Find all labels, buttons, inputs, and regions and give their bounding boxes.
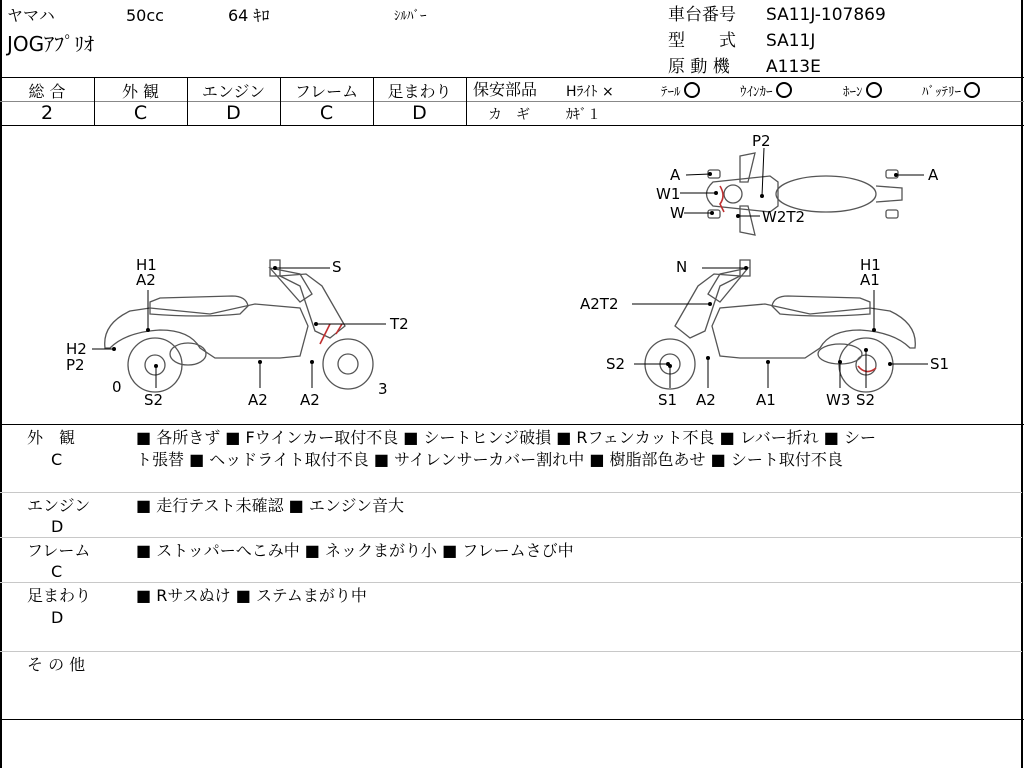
ok-circle-icon: [866, 82, 882, 98]
label-left-zero: 0: [112, 378, 122, 396]
label-right-h1: H1: [860, 256, 881, 274]
color: ｼﾙﾊﾞｰ: [394, 9, 427, 24]
chassis-label: 車台番号: [668, 5, 736, 25]
ok-circle-icon: [964, 82, 980, 98]
label-top-a-right: A: [928, 166, 939, 184]
label-top-w1: W1: [656, 185, 681, 203]
label-left-s2: S2: [144, 391, 164, 409]
damage-diagram: [0, 126, 1022, 424]
ok-circle-icon: [684, 82, 700, 98]
label-left-h1: H1: [136, 256, 157, 274]
notes-text-exterior-2: ト張替 ■ ヘッドライト取付不良 ■ サイレンサーカバー割れ中 ■ 樹脂部色あせ ■ シート取付不良: [136, 450, 843, 469]
maker: ヤマハ: [7, 6, 55, 25]
label-right-a1: A1: [756, 391, 776, 409]
label-top-w2t2: W2T2: [762, 208, 806, 226]
horn-status: [843, 81, 882, 100]
ok-circle-icon: [776, 82, 792, 98]
mileage: 64 ｷﾛ: [228, 6, 270, 25]
label-right-s2-rear: S2: [856, 391, 876, 409]
notes-text-frame: ■ ストッパーへこみ中 ■ ネックまがり小 ■ フレームさび中: [136, 541, 574, 560]
key-label: カ ギ: [488, 107, 530, 123]
label-right-n: N: [676, 258, 688, 276]
notes-grade-suspension: D: [51, 608, 64, 627]
label-right-s1-front: S1: [658, 391, 678, 409]
chassis-value: SA11J-107869: [766, 5, 886, 25]
label-right-a2: A2: [696, 391, 716, 409]
notes-grade-exterior: C: [51, 450, 63, 469]
notes-category-frame: フレーム: [27, 541, 91, 560]
grade-value-suspension: D: [412, 102, 427, 124]
winker-status: [740, 81, 792, 100]
horn-label: ﾎｰﾝ: [843, 85, 863, 100]
label-right-s2-front: S2: [606, 355, 626, 373]
type-value: SA11J: [766, 31, 816, 51]
label-right-a2t2: A2T2: [580, 295, 619, 313]
grade-label-suspension: 足まわり: [387, 82, 452, 101]
winker-label: ｳｲﾝｶｰ: [740, 85, 773, 100]
engine-label: 原 動 機: [668, 57, 730, 77]
notes-text-suspension: ■ Rサスぬけ ■ ステムまがり中: [136, 586, 367, 605]
engine-value: A113E: [766, 57, 821, 77]
label-right-s1-rear: S1: [930, 355, 950, 373]
notes-text-exterior-1: ■ 各所きず ■ Fウインカー取付不良 ■ シートヒンジ破損 ■ Rフェンカット不良 ■ レバー折れ ■ シー: [136, 428, 877, 447]
model-name: JOGｱﾌﾟﾘｵ: [7, 32, 95, 56]
label-top-w: W: [670, 204, 685, 222]
grade-label-overall: 総 合: [28, 82, 66, 101]
tail-status: [661, 81, 700, 100]
battery-status: [922, 81, 980, 100]
notes-category-other: そ の 他: [27, 655, 86, 674]
grade-value-frame: C: [319, 102, 334, 124]
label-left-s: S: [332, 258, 342, 276]
label-left-a2-front: A2: [300, 391, 320, 409]
label-left-p2: P2: [66, 356, 85, 374]
grade-value-overall: 2: [40, 102, 54, 124]
label-left-t2: T2: [390, 315, 409, 333]
notes-grade-engine: D: [51, 517, 64, 536]
grade-label-frame: フレーム: [294, 82, 359, 101]
label-left-three: 3: [378, 380, 388, 398]
notes-grade-frame: C: [51, 562, 63, 581]
notes-text-engine: ■ 走行テスト未確認 ■ エンジン音大: [136, 496, 405, 515]
notes-category-suspension: 足まわり: [27, 586, 92, 605]
notes-category-exterior: 外 観: [27, 428, 76, 447]
grade-value-exterior: C: [133, 102, 148, 124]
label-left-h2: H2: [66, 340, 87, 358]
battery-label: ﾊﾞｯﾃﾘｰ: [922, 85, 961, 100]
grade-label-engine: エンジン: [201, 82, 266, 101]
displacement: 50cc: [126, 6, 164, 25]
grade-value-engine: D: [226, 102, 241, 124]
grade-label-exterior: 外 観: [121, 82, 160, 101]
label-top-p2: P2: [752, 132, 771, 150]
label-top-a-left: A: [670, 166, 681, 184]
type-label: 型 式: [668, 31, 736, 51]
notes-category-engine: エンジン: [27, 496, 91, 515]
label-right-a1: A1: [860, 271, 880, 289]
label-right-w3: W3: [826, 391, 851, 409]
label-left-a2-mid: A2: [248, 391, 268, 409]
key-value: ｶｷﾞ１: [566, 107, 601, 123]
safety-label: 保安部品: [473, 80, 538, 99]
headlight-status: Hﾗｲﾄ ×: [566, 84, 614, 100]
tail-label: ﾃｰﾙ: [661, 85, 681, 100]
label-left-a2: A2: [136, 271, 156, 289]
